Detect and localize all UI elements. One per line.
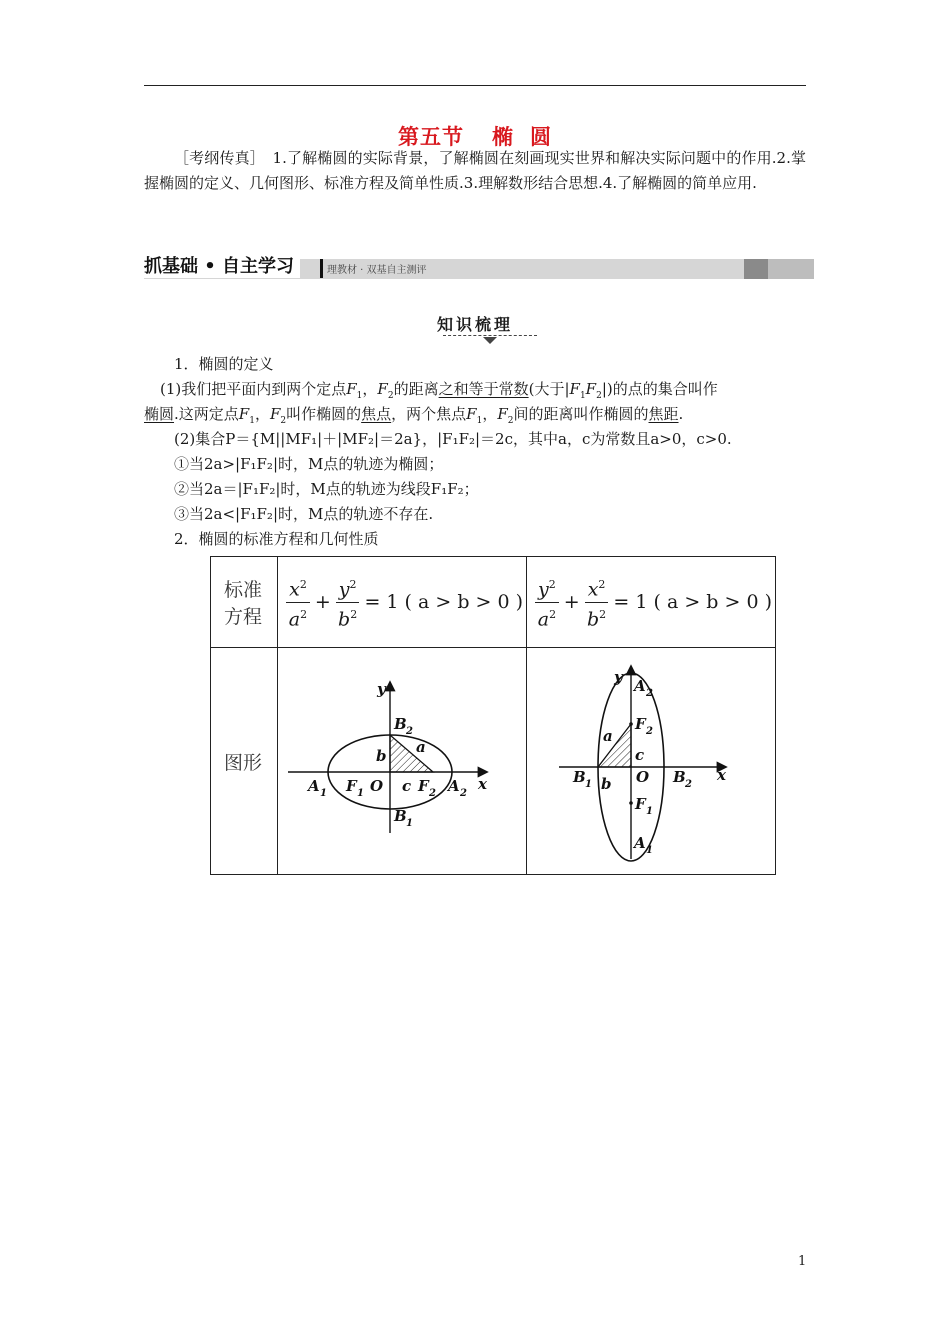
definition-line-1: (1)我们把平面内到两个定点$F_1$，$F_2$的距离之和等于常数(大于$|F_1F_2|$)的点的集合叫作	[160, 380, 718, 401]
label-B2: B	[394, 715, 407, 733]
svg-text:1: 1	[646, 806, 654, 817]
title-part-1: 第五节	[398, 125, 464, 149]
label-F1: F	[635, 795, 646, 813]
svg-text:1: 1	[585, 779, 593, 790]
label-A1: A	[308, 777, 320, 795]
svg-text:2: 2	[685, 779, 693, 790]
label-b: b	[601, 775, 612, 793]
svg-text:2: 2	[406, 726, 414, 737]
vertical-ellipse-equation: $\frac{y^2}{a^2}$ + $\frac{x^2}{b^2}$ = 1 ( a > b > 0 )	[527, 557, 776, 648]
label-a: a	[416, 738, 426, 756]
focus-F1-point	[629, 801, 633, 805]
label-A1: A	[634, 834, 646, 852]
label-a: a	[603, 727, 613, 745]
knowledge-heading: 知识梳理	[436, 315, 513, 334]
svg-text:1: 1	[320, 788, 328, 799]
horizontal-ellipse-equation: $\frac{x^2}{a^2}$ + $\frac{y^2}{b^2}$ = 1 ( a > b > 0 )	[278, 557, 527, 648]
label-F2: F	[418, 777, 429, 795]
figure-label: 图形	[211, 648, 278, 875]
x-axis-label: x	[717, 766, 726, 784]
definition-case-2: ②当2a＝|F₁F₂|时，M点的轨迹为线段F₁F₂；	[174, 480, 479, 498]
label-b: b	[376, 747, 387, 765]
banner-separator	[320, 259, 323, 278]
label-c: c	[635, 746, 645, 764]
table-row	[211, 648, 776, 875]
svg-text:2: 2	[460, 788, 468, 799]
definition-case-1: ①当2a>|F₁F₂|时，M点的轨迹为椭圆；	[174, 455, 444, 473]
y-axis-label: y	[614, 668, 623, 686]
title-part-2: 椭	[492, 125, 514, 149]
ellipse-properties-table	[210, 556, 776, 875]
svg-text:1: 1	[406, 818, 414, 829]
heading-underline	[443, 335, 537, 336]
page-number: 1	[798, 1254, 807, 1269]
label-B1: B	[573, 768, 586, 786]
svg-text:2: 2	[646, 726, 654, 737]
title-part-3: 圆	[530, 125, 552, 149]
study-banner	[144, 256, 814, 280]
definition-case-3: ③当2a<|F₁F₂|时，M点的轨迹不存在.	[174, 505, 434, 523]
syllabus-intro: ［考纲传真］ 1.了解椭圆的实际背景，了解椭圆在刻画现实世界和解决实际问题中的作用.2.掌握椭圆的定义、几何图形、标准方程及简单性质.3.理解数形结合思想.4.了解椭圆的简单应用.	[144, 149, 806, 192]
y-axis-label: y	[377, 680, 386, 698]
svg-text:1: 1	[357, 788, 365, 799]
heading-triangle-icon	[483, 337, 497, 344]
definition-heading: 1．椭圆的定义	[174, 355, 274, 373]
horizontal-ellipse-figure-cell	[278, 648, 527, 875]
svg-text:2: 2	[429, 788, 437, 799]
vertical-ellipse-diagram	[527, 649, 753, 873]
x-axis-label: x	[478, 775, 488, 793]
standard-equation-label: 标准方程	[211, 557, 278, 648]
label-O: O	[370, 777, 384, 795]
banner-subtitle: 理教材 · 双基自主测评	[327, 265, 427, 276]
hatched-triangle	[390, 735, 433, 772]
definition-line-2: 椭圆.这两定点$F_1$，$F_2$叫作椭圆的焦点，两个焦点$F_1$，$F_2$间的距离叫作椭圆的焦距.	[144, 405, 684, 426]
focus-F2-point	[629, 722, 633, 726]
definition-set-line: (2)集合P＝{M||MF₁|＋|MF₂|＝2a}，|F₁F₂|＝2c，其中a，c为常数且a>0，c>0.	[174, 430, 732, 448]
svg-text:1: 1	[646, 845, 654, 856]
banner-title: 抓基础 • 自主学习	[144, 252, 300, 278]
label-F2: F	[635, 715, 646, 733]
label-O: O	[636, 768, 650, 786]
label-A2: A	[634, 677, 646, 695]
vertical-ellipse-figure-cell	[527, 648, 776, 875]
table-row	[211, 557, 776, 648]
label-c: c	[402, 777, 412, 795]
label-B1: B	[394, 807, 407, 825]
label-F1: F	[346, 777, 357, 795]
label-B2: B	[673, 768, 686, 786]
properties-heading: 2．椭圆的标准方程和几何性质	[174, 530, 379, 548]
horizontal-ellipse-diagram	[278, 649, 502, 873]
svg-text:2: 2	[646, 688, 654, 699]
top-rule	[144, 85, 806, 86]
label-A2: A	[448, 777, 460, 795]
